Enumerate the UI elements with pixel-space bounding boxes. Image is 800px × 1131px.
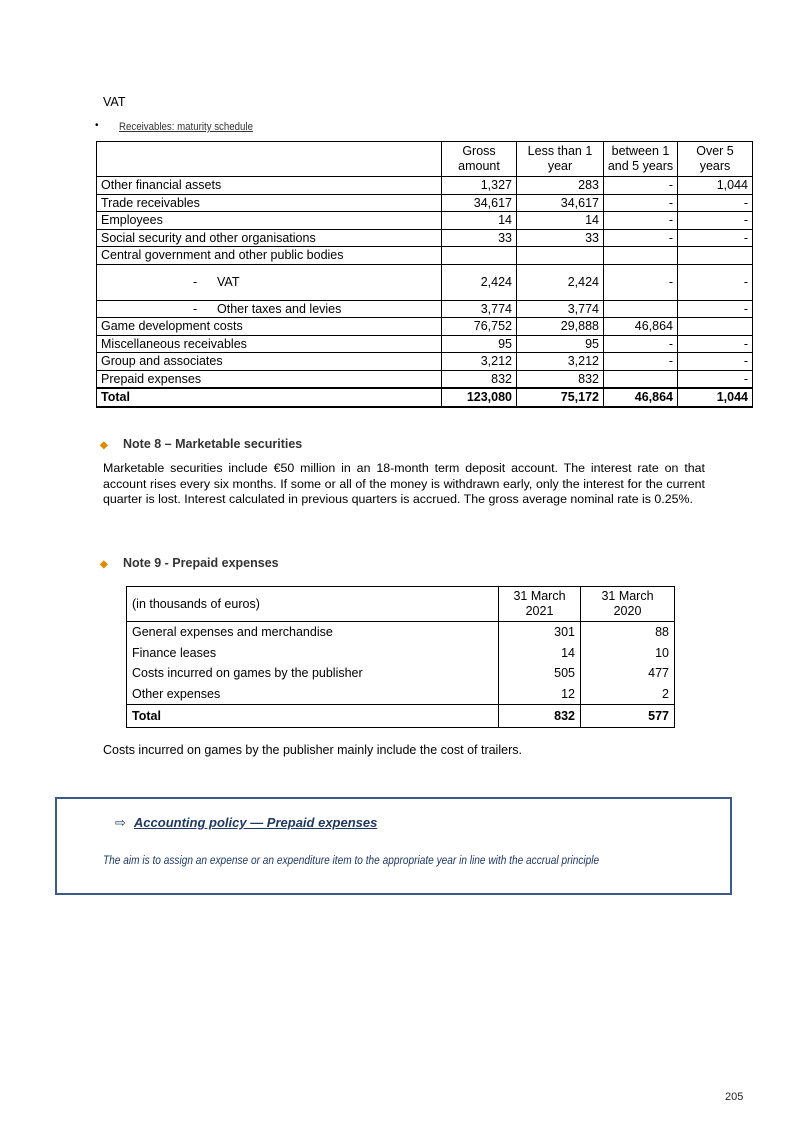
table-row [127,684,675,705]
table-header-cell: Over 5 years [678,142,753,177]
lt1-cell: 29,888 [517,318,604,336]
table-row [97,353,753,371]
policy-text: The aim is to assign an expense or an expenditure item to the appropriate year in line with the accrual principle [103,855,600,867]
table-row [97,194,753,212]
value-2020-cell: 477 [581,663,675,684]
lt1-cell: 75,172 [517,388,604,407]
b15-cell: - [604,194,678,212]
gross-cell: 34,617 [442,194,517,212]
b15-cell: - [604,212,678,230]
b15-cell: - [604,264,678,300]
lt1-cell: 3,212 [517,353,604,371]
b15-cell [604,247,678,265]
gt5-cell: - [678,229,753,247]
note9-heading [100,556,279,570]
lt1-cell: 832 [517,370,604,388]
gt5-cell: - [678,212,753,230]
table-total-row [127,705,675,728]
gross-cell [442,247,517,265]
gross-cell: 95 [442,335,517,353]
gross-cell: 123,080 [442,388,517,407]
gross-cell: 1,327 [442,177,517,195]
row-label: Finance leases [127,643,499,664]
table-row [97,318,753,336]
bullet-icon: • [95,120,99,131]
value-2021-cell: 301 [499,622,581,643]
diamond-bullet-icon: ◆ [100,559,108,570]
table-row [127,663,675,684]
row-label-text: Other taxes and levies [217,301,342,316]
gross-cell: 76,752 [442,318,517,336]
gross-cell: 3,212 [442,353,517,371]
table-header-cell: Gross amount [442,142,517,177]
note8-paragraph: Marketable securities include €50 million in an 18-month term deposit account. The interest rate on that account rises every six months. If some or all of the money is withdrawn early, only the interest for the current quarter is lost. Interest calculated in previous quarters is accrued. The gross average nominal rate is 0.25%. [103,461,705,506]
table-header-row [127,587,675,622]
gross-cell: 2,424 [442,264,517,300]
gt5-cell: - [678,194,753,212]
lt1-cell: 34,617 [517,194,604,212]
table-row [97,264,753,300]
row-label: Social security and other organisations [97,229,442,247]
note9-title: Note 9 - Prepaid expenses [123,556,279,570]
value-2020-cell: 577 [581,705,675,728]
table-row [97,212,753,230]
b15-cell: 46,864 [604,388,678,407]
lt1-cell: 95 [517,335,604,353]
gt5-cell: - [678,264,753,300]
gt5-cell: 1,044 [678,177,753,195]
value-2021-cell: 832 [499,705,581,728]
gross-cell: 33 [442,229,517,247]
row-label: Game development costs [97,318,442,336]
row-label-text: VAT [217,275,240,289]
receivables-heading: Receivables: maturity schedule [119,121,253,133]
value-2020-cell: 88 [581,622,675,643]
dash-marker: - [193,275,198,289]
table-row [97,177,753,195]
table-header-cell: 31 March 2020 [581,587,675,622]
row-label: General expenses and merchandise [127,622,499,643]
dash-marker: - [193,301,198,316]
gt5-cell: - [678,300,753,318]
arrow-right-icon: ⇨ [115,815,126,830]
lt1-cell: 14 [517,212,604,230]
row-label: Other financial assets [97,177,442,195]
gt5-cell: 1,044 [678,388,753,407]
table-row [127,643,675,664]
policy-title-text: Accounting policy — Prepaid expenses [133,815,378,830]
b15-cell: - [604,229,678,247]
gt5-cell: - [678,335,753,353]
row-label: Group and associates [97,353,442,371]
gross-cell: 14 [442,212,517,230]
page-number: 205 [725,1091,744,1103]
total-label: Total [127,705,499,728]
b15-cell: 46,864 [604,318,678,336]
policy-title [115,815,377,831]
row-label: Trade receivables [97,194,442,212]
lt1-cell [517,247,604,265]
lt1-cell: 283 [517,177,604,195]
total-label: Total [97,388,442,407]
row-label [97,264,442,300]
table-header-row [97,142,753,177]
note8-heading [100,437,302,451]
costs-note: Costs incurred on games by the publisher mainly include the cost of trailers. [103,743,522,757]
vat-heading: VAT [103,95,126,109]
value-2020-cell: 10 [581,643,675,664]
value-2020-cell: 2 [581,684,675,705]
prepaid-expenses-table [126,586,675,728]
row-label: Other expenses [127,684,499,705]
diamond-bullet-icon: ◆ [100,440,108,451]
row-label: Central government and other public bodies [97,247,442,265]
gross-cell: 832 [442,370,517,388]
table-row [97,247,753,265]
table-total-row [97,388,753,407]
lt1-cell: 33 [517,229,604,247]
table-header-cell: Less than 1 year [517,142,604,177]
gt5-cell [678,318,753,336]
gt5-cell [678,247,753,265]
table-header-cell: (in thousands of euros) [127,587,499,622]
table-row [97,335,753,353]
value-2021-cell: 505 [499,663,581,684]
b15-cell: - [604,353,678,371]
note8-title: Note 8 – Marketable securities [123,437,303,451]
b15-cell [604,370,678,388]
table-row [97,229,753,247]
value-2021-cell: 12 [499,684,581,705]
row-label [97,300,442,318]
row-label: Miscellaneous receivables [97,335,442,353]
lt1-cell: 3,774 [517,300,604,318]
table-row [127,622,675,643]
row-label: Prepaid expenses [97,370,442,388]
table-header-cell: between 1 and 5 years [604,142,678,177]
table-row [97,370,753,388]
receivables-table [96,141,753,408]
table-header-cell: 31 March 2021 [499,587,581,622]
b15-cell: - [604,335,678,353]
row-label: Costs incurred on games by the publisher [127,663,499,684]
value-2021-cell: 14 [499,643,581,664]
lt1-cell: 2,424 [517,264,604,300]
row-label: Employees [97,212,442,230]
gt5-cell: - [678,353,753,371]
accounting-policy-box [55,797,732,895]
gross-cell: 3,774 [442,300,517,318]
b15-cell [604,300,678,318]
gt5-cell: - [678,370,753,388]
table-header-cell [97,142,442,177]
b15-cell: - [604,177,678,195]
table-row [97,300,753,318]
